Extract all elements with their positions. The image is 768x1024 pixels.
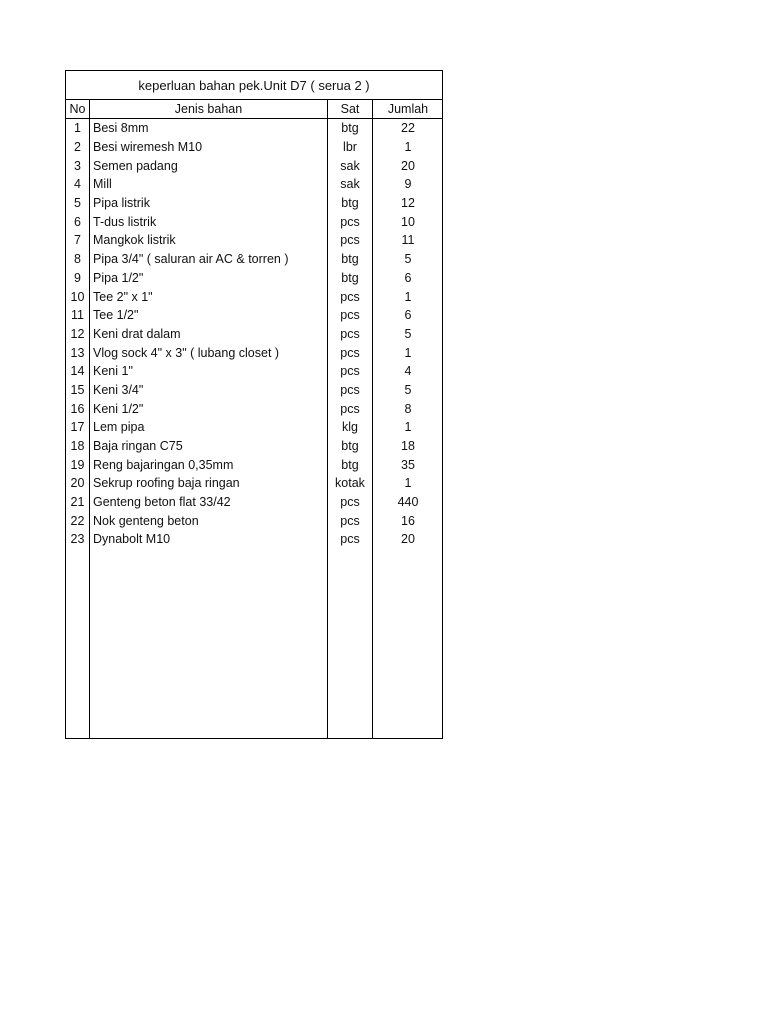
row-sat: pcs	[340, 401, 360, 416]
row-sat: pcs	[340, 308, 360, 323]
table-row	[66, 437, 442, 456]
materials-table	[65, 70, 443, 739]
header-jumlah: Jumlah	[387, 102, 429, 116]
row-jumlah: 1	[404, 289, 412, 304]
row-name: Nok genteng beton	[93, 513, 199, 528]
row-sat: pcs	[340, 345, 360, 360]
row-name: Tee 2" x 1"	[93, 289, 153, 304]
row-no: 15	[70, 382, 85, 397]
row-name: Sekrup roofing baja ringan	[93, 476, 240, 491]
row-name: Baja ringan C75	[93, 439, 183, 454]
row-no: 13	[70, 345, 85, 360]
table-title: keperluan bahan pek.Unit D7 ( serua 2 )	[66, 71, 442, 100]
row-jumlah: 9	[404, 177, 412, 192]
table-row	[66, 455, 442, 474]
row-name: Semen padang	[93, 158, 178, 173]
row-name: Vlog sock 4" x 3" ( lubang closet )	[93, 345, 280, 360]
table-row	[66, 325, 442, 344]
row-jumlah: 11	[401, 233, 415, 248]
row-name: Mill	[93, 177, 112, 192]
row-sat: pcs	[340, 289, 360, 304]
row-sat: sak	[340, 158, 360, 173]
row-name: Keni 3/4"	[93, 382, 144, 397]
row-sat: kotak	[335, 476, 365, 491]
row-name: Pipa 3/4" ( saluran air AC & torren )	[93, 252, 289, 267]
row-jumlah: 8	[404, 401, 412, 416]
row-sat: pcs	[340, 233, 360, 248]
row-no: 4	[74, 177, 81, 192]
row-name: Besi wiremesh M10	[93, 140, 203, 155]
row-sat: pcs	[340, 214, 360, 229]
table-row	[66, 287, 442, 306]
row-name: Besi 8mm	[93, 121, 149, 136]
row-sat: pcs	[340, 513, 360, 528]
table-row	[66, 474, 442, 493]
row-sat: btg	[341, 121, 359, 136]
row-name: Keni drat dalam	[93, 326, 181, 341]
table-row	[66, 119, 442, 138]
table-header	[66, 100, 442, 118]
table-row	[66, 175, 442, 194]
table-row	[66, 399, 442, 418]
table-row	[66, 156, 442, 175]
table-row	[66, 418, 442, 437]
row-no: 3	[74, 158, 81, 173]
row-jumlah: 18	[401, 439, 415, 454]
row-no: 12	[70, 326, 85, 341]
row-jumlah: 5	[404, 382, 412, 397]
row-sat: pcs	[340, 382, 360, 397]
header-no: No	[69, 102, 86, 116]
table-row	[66, 212, 442, 231]
row-jumlah: 6	[404, 270, 412, 285]
row-sat: btg	[341, 252, 359, 267]
row-no: 8	[74, 252, 81, 267]
row-jumlah: 1	[404, 140, 412, 155]
row-jumlah: 5	[404, 252, 412, 267]
row-name: Keni 1/2"	[93, 401, 144, 416]
row-sat: lbr	[343, 140, 357, 155]
table-row	[66, 250, 442, 269]
table-row	[66, 194, 442, 213]
row-jumlah: 12	[401, 196, 415, 211]
row-sat: btg	[341, 270, 359, 285]
row-name: Lem pipa	[93, 420, 145, 435]
row-sat: btg	[341, 196, 359, 211]
header-sat: Sat	[340, 102, 360, 116]
table-row	[66, 362, 442, 381]
row-no: 17	[70, 420, 85, 435]
table-row	[66, 231, 442, 250]
row-jumlah: 10	[401, 214, 415, 229]
row-no: 10	[70, 289, 85, 304]
row-jumlah: 440	[397, 495, 419, 510]
row-no: 2	[74, 140, 81, 155]
table-row	[66, 381, 442, 400]
row-jumlah: 22	[401, 121, 415, 136]
row-name: Reng bajaringan 0,35mm	[93, 457, 234, 472]
row-name: Mangkok listrik	[93, 233, 176, 248]
row-no: 23	[70, 532, 85, 547]
row-sat: pcs	[340, 326, 360, 341]
row-sat: klg	[342, 420, 358, 435]
row-name: Dynabolt M10	[93, 532, 171, 547]
row-jumlah: 16	[401, 513, 415, 528]
header-name: Jenis bahan	[174, 102, 243, 116]
row-no: 19	[70, 457, 85, 472]
row-jumlah: 20	[401, 532, 415, 547]
table-body	[66, 119, 442, 549]
row-no: 6	[74, 214, 81, 229]
row-sat: btg	[341, 457, 359, 472]
row-no: 1	[74, 121, 81, 136]
row-sat: pcs	[340, 532, 360, 547]
row-no: 14	[70, 364, 85, 379]
row-sat: pcs	[340, 495, 360, 510]
table-row	[66, 511, 442, 530]
table-row	[66, 493, 442, 512]
row-jumlah: 6	[404, 308, 412, 323]
table-row	[66, 306, 442, 325]
table-row	[66, 269, 442, 288]
row-jumlah: 1	[404, 476, 412, 491]
row-jumlah: 1	[404, 345, 412, 360]
row-jumlah: 35	[401, 457, 415, 472]
row-jumlah: 4	[404, 364, 412, 379]
row-no: 20	[70, 476, 85, 491]
row-no: 18	[70, 439, 85, 454]
table-row	[66, 530, 442, 549]
row-name: Pipa listrik	[93, 196, 150, 211]
row-no: 9	[74, 270, 81, 285]
row-jumlah: 5	[404, 326, 412, 341]
row-sat: btg	[341, 439, 359, 454]
row-no: 5	[74, 196, 81, 211]
row-sat: pcs	[340, 364, 360, 379]
row-no: 7	[74, 233, 81, 248]
row-no: 21	[70, 495, 85, 510]
row-name: Genteng beton flat 33/42	[93, 495, 231, 510]
row-jumlah: 20	[401, 158, 415, 173]
row-sat: sak	[340, 177, 360, 192]
row-name: T-dus listrik	[93, 214, 157, 229]
row-name: Keni 1"	[93, 364, 133, 379]
row-name: Tee 1/2"	[93, 308, 139, 323]
row-no: 22	[70, 513, 85, 528]
table-row	[66, 343, 442, 362]
table-row	[66, 138, 442, 157]
row-no: 11	[71, 308, 84, 323]
row-name: Pipa 1/2"	[93, 270, 144, 285]
row-no: 16	[70, 401, 85, 416]
row-jumlah: 1	[404, 420, 412, 435]
